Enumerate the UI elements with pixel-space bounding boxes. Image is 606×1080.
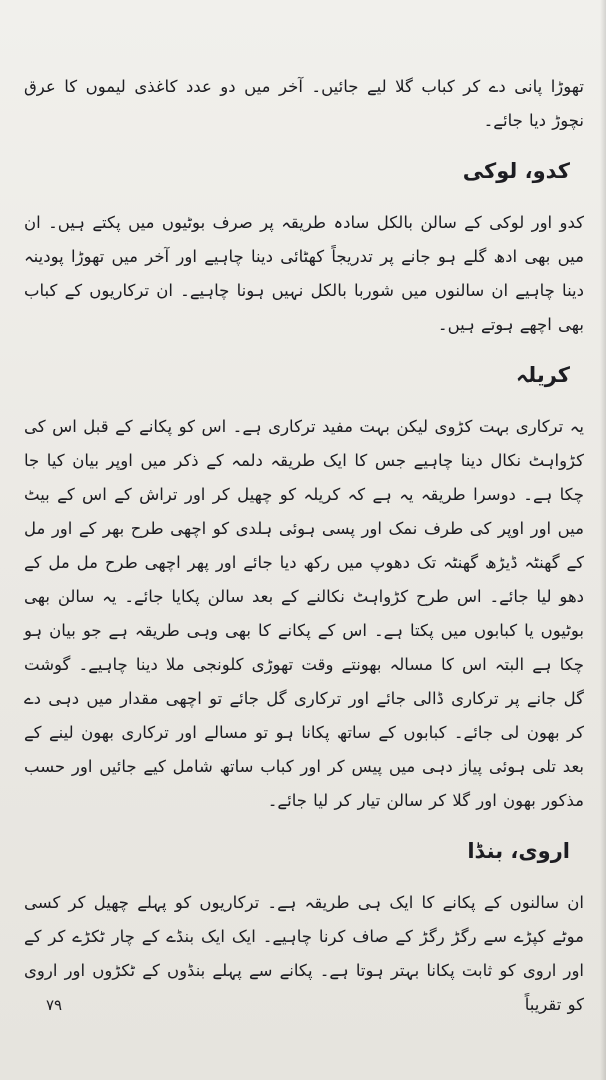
kaddu-paragraph: کدو اور لوکی کے سالن بالکل سادہ طریقہ پر صرف بوٹیوں میں پکتے ہیں۔ ان میں بھی ادھ گلے ہو جانے پر تدریجاً کھٹائی دینا چاہیے اور آخر میں تھوڑا پودینہ دینا چاہیے ان سالنوں میں شوربا بالکل نہیں ہونا چاہیے۔ ان ترکاریوں کے کباب بھی اچھے ہوتے ہیں۔	[24, 213, 584, 334]
heading-kaddu-lauki: کدو، لوکی	[462, 159, 570, 183]
arvi-paragraph: ان سالنوں کے پکانے کا ایک ہی طریقہ ہے۔ ترکاریوں کو پہلے چھیل کر کسی موٹے کپڑے سے رگڑ رگڑ کے صاف کرنا چاہیے۔ ایک ایک بنڈے کے چار ٹکڑے کر کے اور اروی کو ثابت پکانا بہتر ہوتا ہے۔ پکانے سے پہلے بنڈوں کے ٹکڑوں اور اروی کو تقریباً	[24, 893, 584, 1014]
heading-arvi-banda: اروی، بنڈا	[467, 839, 570, 863]
page-number: ۷۹	[46, 996, 63, 1014]
page-content	[24, 70, 584, 1022]
karela-paragraph: یہ ترکاری بہت کڑوی لیکن بہت مفید ترکاری ہے۔ اس کو پکانے کے قبل اس کی کڑواہٹ نکال دینا چاہیے جس کا ایک طریقہ دلمہ کے ذکر میں اوپر بیان کیا جا چکا ہے۔ دوسرا طریقہ یہ ہے کہ کریلہ کو چھیل کر اور تراش کے اس کے بیٹ میں اور اوپر کی طرف نمک اور پسی ہوئی ہلدی کو اچھی طرح بھر کے اور مل کے گھنٹہ ڈیڑھ گھنٹہ تک دھوپ میں رکھ دیا جائے اور پھر اچھی طرح مل مل کے دھو لیا جائے۔ اس طرح کڑواہٹ نکالنے کے بعد سالن پکایا جائے۔ یہ سالن بھی بوٹیوں یا کبابوں میں پکتا ہے۔ اس کے پکانے کا بھی وہی طریقہ ہے جو بیان ہو چکا ہے البتہ اس کا مسالہ بھونتے وقت تھوڑی کلونجی ملا دینا چاہیے۔ گوشت گل جانے پر ترکاری ڈالی جائے اور ترکاری گل جائے تو اچھی مقدار میں دہی دے کر بھون لی جائے۔ کبابوں کے ساتھ پکانا ہو تو مسالے اور ترکاری بھون لینے کے بعد تلی ہوئی پیاز دہی میں پیس کر اور کباب ساتھ شامل کیے جائیں اور حسب مذکور بھون اور گلا کر سالن تیار کر لیا جائے۔	[24, 417, 584, 810]
heading-karela: کریلہ	[515, 363, 570, 387]
intro-paragraph: تھوڑا پانی دے کر کباب گلا لیے جائیں۔ آخر میں دو عدد کاغذی لیموں کا عرق نچوڑ دیا جائے۔	[24, 77, 584, 130]
